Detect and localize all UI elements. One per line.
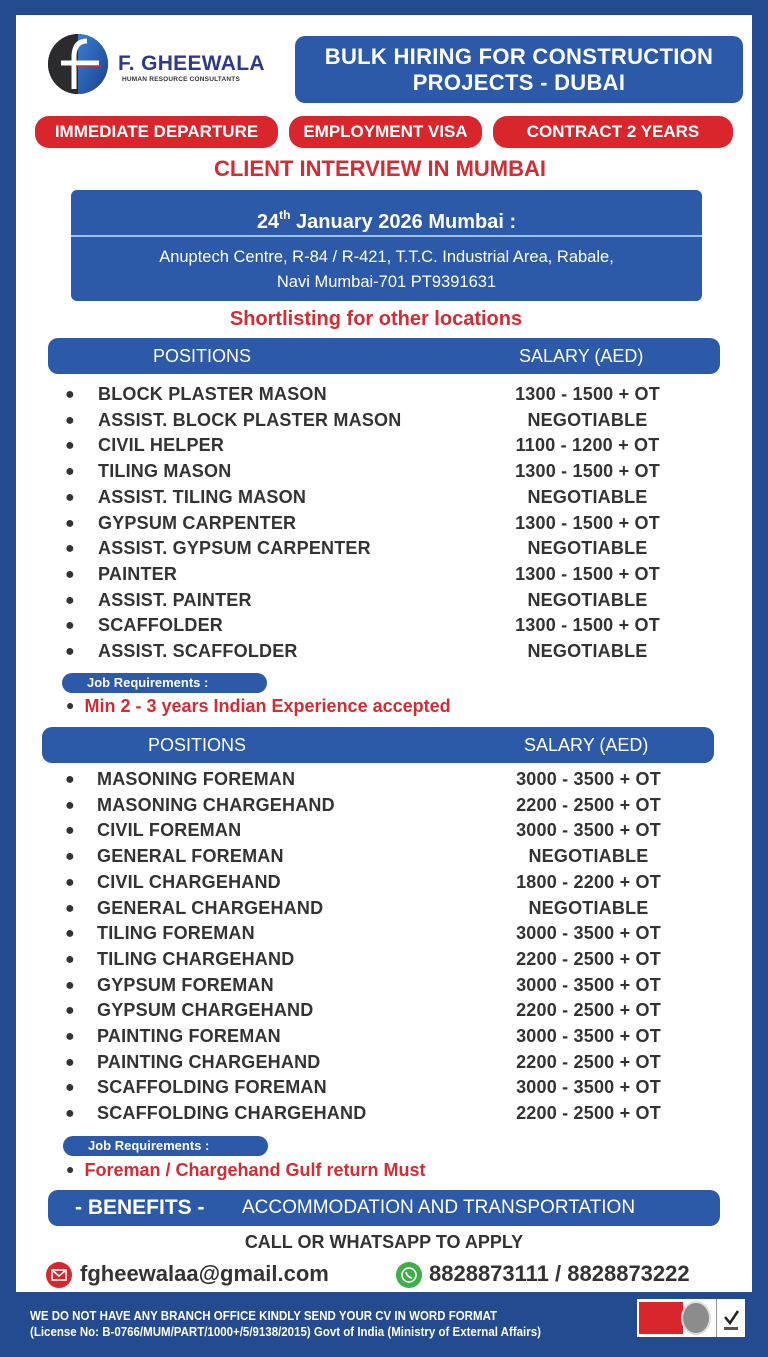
mail-icon — [46, 1262, 72, 1288]
table-row: ● TILING FOREMAN 3000 - 3500 + OT — [65, 923, 661, 944]
table-row: ● PAINTING CHARGEHAND 2200 - 2500 + OT — [65, 1051, 661, 1072]
table-row: ● CIVIL FOREMAN 3000 - 3500 + OT — [65, 820, 661, 841]
iso-certification-badge — [637, 1299, 716, 1337]
interview-details — [71, 190, 702, 301]
table-row: ● GYPSUM FOREMAN 3000 - 3500 + OT — [65, 974, 661, 995]
table-row: ● TILING CHARGEHAND 2200 - 2500 + OT — [65, 948, 661, 969]
table-row: ● GENERAL CHARGEHAND NEGOTIABLE — [65, 897, 649, 918]
job-requirement: ● Min 2 - 3 years Indian Experience accepted — [66, 696, 451, 716]
col-positions: POSITIONS — [148, 735, 247, 755]
brand-tagline: HUMAN RESOURCE CONSULTANTS — [122, 76, 240, 83]
table-row: ● GYPSUM CHARGEHAND 2200 - 2500 + OT — [65, 1000, 661, 1021]
table-row: ● TILING MASON 1300 - 1500 + OT — [65, 461, 660, 482]
table-row: ● GYPSUM CARPENTER 1300 - 1500 + OT — [65, 512, 660, 533]
table-row: ● MASONING CHARGEHAND 2200 - 2500 + OT — [65, 794, 661, 815]
benefits-banner — [48, 1190, 720, 1226]
shortlisting-heading: Shortlisting for other locations — [229, 308, 523, 330]
col-salary: SALARY (AED) — [524, 735, 649, 755]
job-requirements-label: Job Requirements : — [62, 673, 267, 693]
whatsapp-icon — [396, 1262, 422, 1288]
job-requirement: ● Foreman / Chargehand Gulf return Must — [66, 1160, 426, 1180]
tag-immediate-departure: IMMEDIATE DEPARTURE — [35, 116, 278, 148]
interview-date: 24th January 2026 Mumbai : — [71, 190, 702, 237]
ukas-certification-badge — [716, 1299, 745, 1337]
table-row: ● CIVIL HELPER 1100 - 1200 + OT — [65, 435, 660, 456]
footer-notice — [30, 1308, 541, 1340]
tag-employment-visa: EMPLOYMENT VISA — [289, 116, 482, 148]
table1-header — [48, 338, 720, 374]
table-row: ● PAINTER 1300 - 1500 + OT — [65, 563, 660, 584]
table-row: ● SCAFFOLDER 1300 - 1500 + OT — [65, 615, 660, 636]
tag-contract-duration: CONTRACT 2 YEARS — [493, 116, 733, 148]
benefits-text: ACCOMMODATION AND TRANSPORTATION — [242, 1197, 636, 1218]
table-row: ● ASSIST. GYPSUM CARPENTER NEGOTIABLE — [65, 538, 648, 559]
interview-heading: CLIENT INTERVIEW IN MUMBAI — [213, 156, 547, 181]
table-row: ● PAINTING FOREMAN 3000 - 3500 + OT — [65, 1026, 661, 1046]
table-row: ● ASSIST. SCAFFOLDER NEGOTIABLE — [65, 641, 648, 661]
table-row: ● ASSIST. PAINTER NEGOTIABLE — [65, 589, 648, 610]
interview-address: Anuptech Centre, R-84 / R-421, T.T.C. Industrial Area, Rabale, Navi Mumbai-701 PT9391631 — [159, 248, 614, 291]
page-title — [295, 36, 743, 103]
phone-numbers[interactable]: 8828873111 / 8828873222 — [429, 1261, 690, 1286]
table-row: ● CIVIL CHARGEHAND 1800 - 2200 + OT — [65, 871, 661, 892]
table-row: ● MASONING FOREMAN 3000 - 3500 + OT — [65, 769, 661, 789]
table-row: ● GENERAL FOREMAN NEGOTIABLE — [65, 846, 649, 867]
title-line-1: BULK HIRING FOR CONSTRUCTION — [324, 44, 714, 69]
job-requirements-label: Job Requirements : — [63, 1136, 268, 1156]
footer-line-2: (License No: B-0766/MUM/PART/1000+/5/9138/2015) Govt of India (Ministry of External Affairs) — [30, 1325, 541, 1339]
col-salary: SALARY (AED) — [519, 346, 644, 366]
apply-cta: CALL OR WHATSAPP TO APPLY — [244, 1232, 524, 1252]
table-row: ● ASSIST. BLOCK PLASTER MASON NEGOTIABLE — [65, 409, 648, 430]
table2-header — [42, 727, 714, 763]
email-link[interactable]: fgheewalaa@gmail.com — [80, 1261, 329, 1286]
benefits-label: - BENEFITS - — [75, 1196, 205, 1219]
table-row: ● ASSIST. TILING MASON NEGOTIABLE — [65, 486, 648, 507]
brand-logo-icon — [47, 33, 109, 95]
table-row: ● SCAFFOLDING CHARGEHAND 2200 - 2500 + OT — [65, 1103, 661, 1124]
col-positions: POSITIONS — [153, 346, 252, 366]
brand-name: F. GHEEWALA — [118, 52, 265, 75]
table-row: ● BLOCK PLASTER MASON 1300 - 1500 + OT — [65, 384, 660, 404]
table-row: ● SCAFFOLDING FOREMAN 3000 - 3500 + OT — [65, 1077, 661, 1098]
title-line-2: PROJECTS - DUBAI — [412, 70, 626, 95]
footer-line-1: WE DO NOT HAVE ANY BRANCH OFFICE KINDLY SEND YOUR CV IN WORD FORMAT — [30, 1309, 498, 1323]
